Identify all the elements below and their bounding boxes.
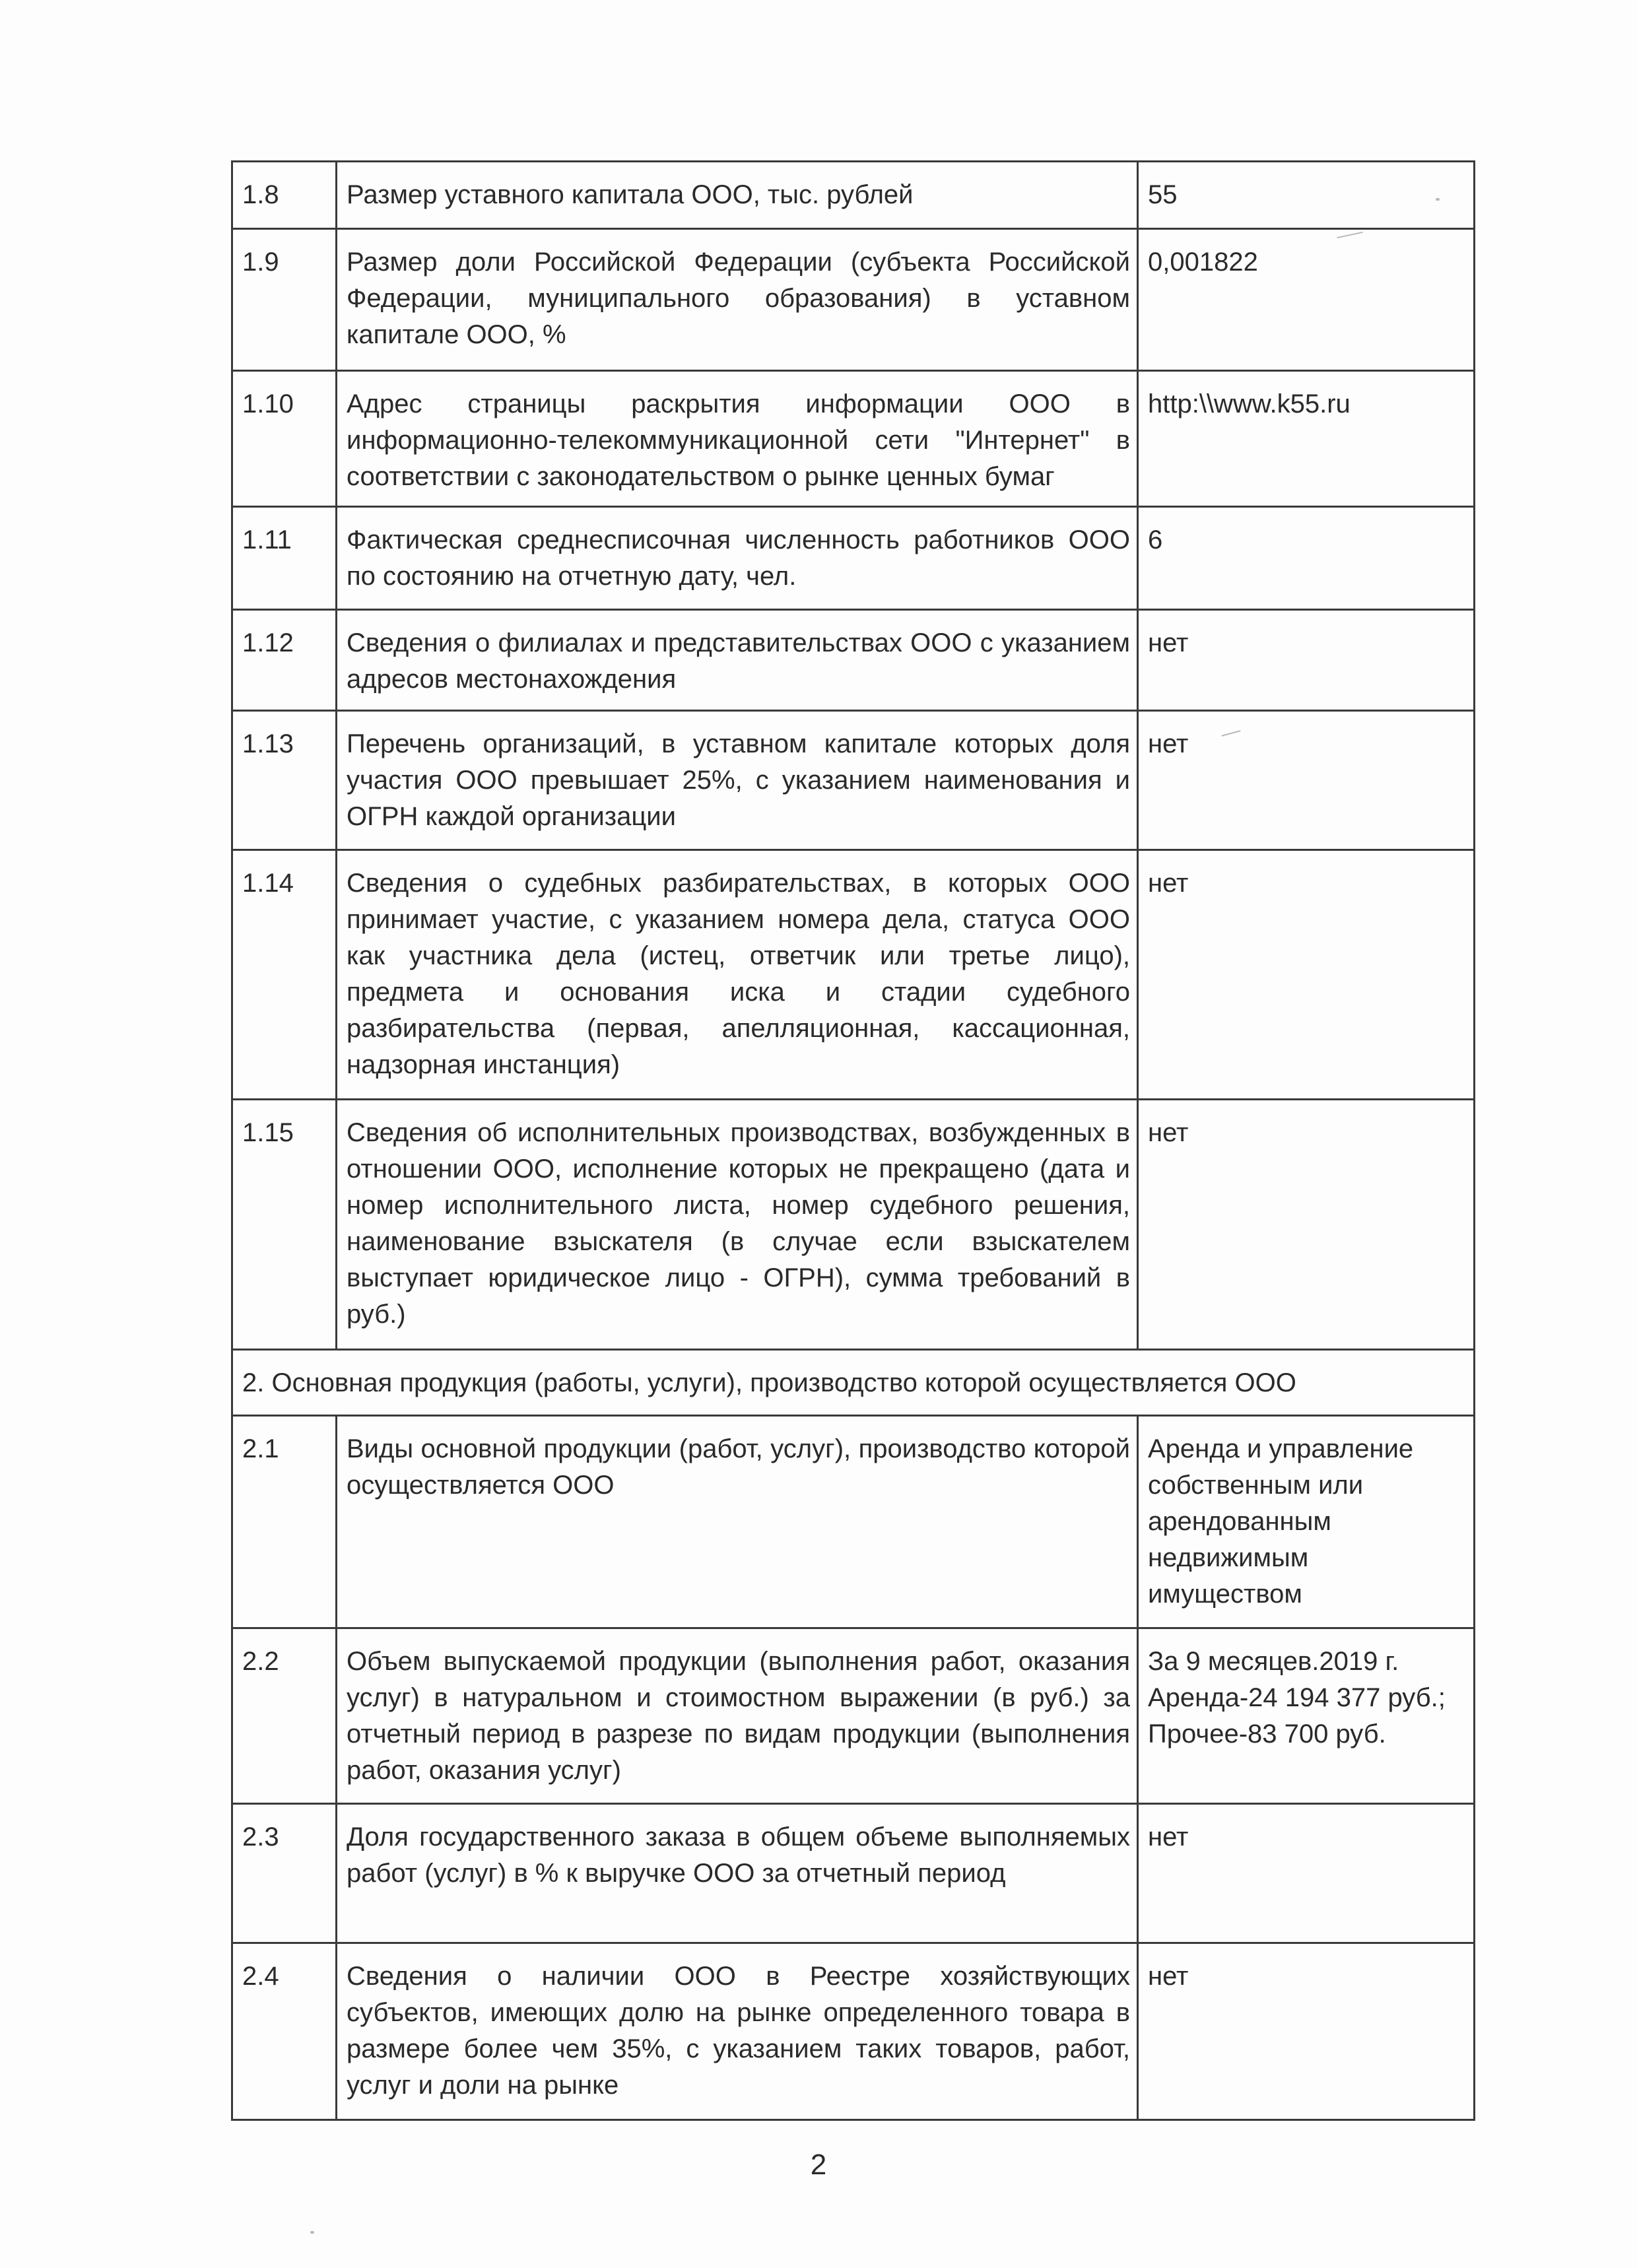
table-row <box>232 162 1475 229</box>
row-description: Адрес страницы раскрытия информации ООО в информационно-телекоммуникационной сети "Интернет" в соответствии с законодательством о рынке ценных бумаг <box>337 371 1138 507</box>
row-description: Сведения о судебных разбирательствах, в которых ООО принимает участие, с указанием номера дела, статуса ООО как участника дела (истец, ответчик или третье лицо), предмета и основания иска и стадии судебного разбирательства (первая, апелляционная, кассационная, надзорная инстанция) <box>337 850 1138 1100</box>
row-number: 1.14 <box>232 850 337 1100</box>
row-value: нет <box>1138 610 1475 711</box>
section-header-row <box>232 1350 1475 1416</box>
value-rent: Аренда-24 194 377 руб.; <box>1148 1683 1446 1712</box>
table-row <box>232 610 1475 711</box>
row-number: 1.9 <box>232 229 337 371</box>
row-number: 1.8 <box>232 162 337 229</box>
row-value: 55 <box>1138 162 1475 229</box>
row-number: 1.10 <box>232 371 337 507</box>
table-row <box>232 1628 1475 1804</box>
row-value <box>1138 1628 1475 1804</box>
scan-artifact <box>310 2231 314 2234</box>
table-row <box>232 507 1475 610</box>
row-number: 2.1 <box>232 1416 337 1628</box>
row-number: 2.4 <box>232 1943 337 2120</box>
table-row <box>232 1804 1475 1943</box>
row-description: Фактическая среднесписочная численность работников ООО по состоянию на отчетную дату, чел. <box>337 507 1138 610</box>
scan-artifact <box>1436 198 1440 201</box>
page-number: 2 <box>810 2149 827 2181</box>
table-row <box>232 1943 1475 2120</box>
row-value: нет <box>1138 1804 1475 1943</box>
row-number: 1.13 <box>232 711 337 850</box>
row-number: 1.15 <box>232 1100 337 1350</box>
row-description: Сведения об исполнительных производствах, возбужденных в отношении ООО, исполнение которых не прекращено (дата и номер исполнительного листа, номер судебного решения, наименование взыскателя (в случае если взыскателем выступает юридическое лицо - ОГРН), сумма требований в руб.) <box>337 1100 1138 1350</box>
table-row <box>232 371 1475 507</box>
row-value: нет <box>1138 850 1475 1100</box>
table-row <box>232 1100 1475 1350</box>
table-row <box>232 1416 1475 1628</box>
value-period: За 9 месяцев.2019 г. <box>1148 1647 1399 1676</box>
row-description: Размер доли Российской Федерации (субъекта Российской Федерации, муниципального образования) в уставном капитале ООО, % <box>337 229 1138 371</box>
row-number: 2.3 <box>232 1804 337 1943</box>
row-number: 1.11 <box>232 507 337 610</box>
table-row <box>232 850 1475 1100</box>
table-row <box>232 711 1475 850</box>
row-value: нет <box>1138 1100 1475 1350</box>
row-description: Сведения о наличии ООО в Реестре хозяйствующих субъектов, имеющих долю на рынке определенного товара в размере более чем 35%, с указанием таких товаров, работ, услуг и доли на рынке <box>337 1943 1138 2120</box>
section-title: 2. Основная продукция (работы, услуги), производство которой осуществляется ООО <box>232 1350 1475 1416</box>
row-description: Доля государственного заказа в общем объеме выполняемых работ (услуг) в % к выручке ООО за отчетный период <box>337 1804 1138 1943</box>
row-value: 6 <box>1138 507 1475 610</box>
row-number: 1.12 <box>232 610 337 711</box>
row-value: Аренда и управление собственным или арендованным недвижимым имуществом <box>1138 1416 1475 1628</box>
row-value: нет <box>1138 1943 1475 2120</box>
row-value: нет <box>1138 711 1475 850</box>
row-description: Сведения о филиалах и представительствах ООО с указанием адресов местонахождения <box>337 610 1138 711</box>
row-value: 0,001822 <box>1138 229 1475 371</box>
table-row <box>232 229 1475 371</box>
row-description: Объем выпускаемой продукции (выполнения работ, оказания услуг) в натуральном и стоимостном выражении (в руб.) за отчетный период в разрезе по видам продукции (выполнения работ, оказания услуг) <box>337 1628 1138 1804</box>
row-description: Виды основной продукции (работ, услуг), производство которой осуществляется ООО <box>337 1416 1138 1628</box>
row-description: Размер уставного капитала ООО, тыс. рублей <box>337 162 1138 229</box>
row-number: 2.2 <box>232 1628 337 1804</box>
row-description: Перечень организаций, в уставном капитале которых доля участия ООО превышает 25%, с указанием наименования и ОГРН каждой организации <box>337 711 1138 850</box>
disclosure-table <box>231 160 1475 2121</box>
value-other: Прочее-83 700 руб. <box>1148 1719 1386 1749</box>
disclosure-url: http:\\www.k55.ru <box>1138 371 1475 507</box>
